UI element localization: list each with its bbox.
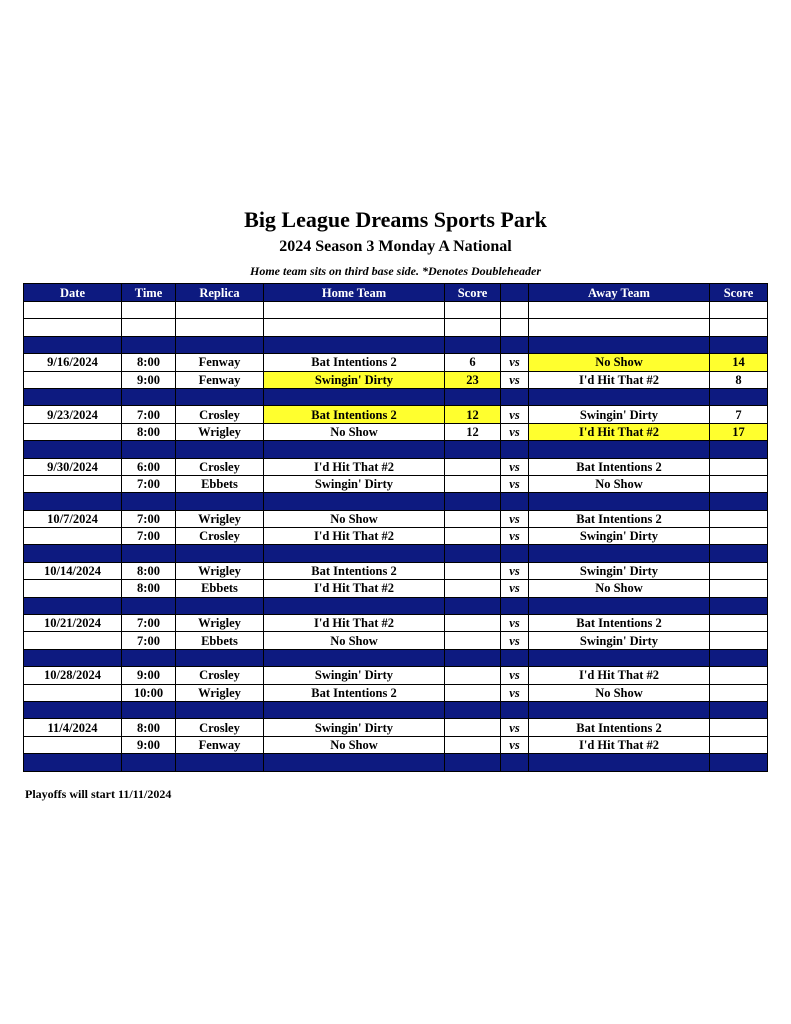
away-team: I'd Hit That #2	[529, 423, 710, 440]
vs-label: vs	[501, 632, 529, 649]
game-row	[24, 458, 768, 475]
game-row	[24, 684, 768, 701]
away-score: 7	[710, 406, 768, 423]
away-score	[710, 667, 768, 684]
game-replica: Wrigley	[176, 684, 264, 701]
home-score	[445, 736, 501, 753]
home-score	[445, 528, 501, 545]
away-team: I'd Hit That #2	[529, 371, 710, 388]
away-score: 17	[710, 423, 768, 440]
game-row	[24, 667, 768, 684]
game-replica: Ebbets	[176, 580, 264, 597]
home-team: I'd Hit That #2	[264, 528, 445, 545]
column-header-time: Time	[122, 284, 176, 302]
away-team: No Show	[529, 684, 710, 701]
away-score: 8	[710, 371, 768, 388]
game-date: 10/28/2024	[24, 667, 122, 684]
game-date	[24, 423, 122, 440]
home-score: 23	[445, 371, 501, 388]
game-date: 11/4/2024	[24, 719, 122, 736]
home-score	[445, 580, 501, 597]
game-time: 6:00	[122, 458, 176, 475]
game-row	[24, 423, 768, 440]
vs-label: vs	[501, 580, 529, 597]
vs-label: vs	[501, 475, 529, 492]
game-date: 9/16/2024	[24, 354, 122, 371]
away-team: No Show	[529, 475, 710, 492]
game-time: 9:00	[122, 736, 176, 753]
away-score	[710, 580, 768, 597]
game-replica: Wrigley	[176, 423, 264, 440]
week-separator	[24, 649, 768, 666]
home-team: No Show	[264, 736, 445, 753]
home-team: Swingin' Dirty	[264, 371, 445, 388]
away-team: Swingin' Dirty	[529, 406, 710, 423]
home-team: No Show	[264, 632, 445, 649]
schedule-header-row	[24, 284, 768, 302]
game-replica: Wrigley	[176, 562, 264, 579]
game-row	[24, 615, 768, 632]
game-time: 8:00	[122, 719, 176, 736]
game-row	[24, 354, 768, 371]
home-score	[445, 510, 501, 527]
away-score	[710, 475, 768, 492]
game-time: 7:00	[122, 510, 176, 527]
home-team: Swingin' Dirty	[264, 667, 445, 684]
away-team: Bat Intentions 2	[529, 719, 710, 736]
away-team: Swingin' Dirty	[529, 528, 710, 545]
game-row	[24, 371, 768, 388]
game-time: 8:00	[122, 562, 176, 579]
game-date	[24, 580, 122, 597]
home-score: 12	[445, 423, 501, 440]
page-title: Big League Dreams Sports Park	[244, 207, 547, 232]
game-row	[24, 562, 768, 579]
vs-label: vs	[501, 667, 529, 684]
home-score	[445, 562, 501, 579]
game-row	[24, 736, 768, 753]
game-time: 7:00	[122, 406, 176, 423]
home-score: 6	[445, 354, 501, 371]
game-row	[24, 580, 768, 597]
vs-label: vs	[501, 719, 529, 736]
away-score	[710, 719, 768, 736]
home-score	[445, 667, 501, 684]
week-separator	[24, 545, 768, 562]
game-time: 8:00	[122, 354, 176, 371]
game-time: 8:00	[122, 423, 176, 440]
home-team: Swingin' Dirty	[264, 719, 445, 736]
game-date	[24, 475, 122, 492]
home-team: No Show	[264, 423, 445, 440]
home-team: Bat Intentions 2	[264, 562, 445, 579]
week-separator	[24, 754, 768, 771]
home-score	[445, 632, 501, 649]
week-separator	[24, 388, 768, 405]
game-row	[24, 475, 768, 492]
home-team: No Show	[264, 510, 445, 527]
away-score	[710, 736, 768, 753]
away-score	[710, 632, 768, 649]
home-score	[445, 719, 501, 736]
vs-label: vs	[501, 528, 529, 545]
away-score	[710, 562, 768, 579]
away-team: I'd Hit That #2	[529, 736, 710, 753]
game-date	[24, 736, 122, 753]
home-score	[445, 458, 501, 475]
game-replica: Wrigley	[176, 510, 264, 527]
away-team: Bat Intentions 2	[529, 458, 710, 475]
game-row	[24, 406, 768, 423]
away-score: 14	[710, 354, 768, 371]
week-separator	[24, 441, 768, 458]
blank-row	[24, 319, 768, 336]
away-team: Swingin' Dirty	[529, 632, 710, 649]
away-team: No Show	[529, 354, 710, 371]
schedule-table	[23, 283, 768, 772]
home-team: I'd Hit That #2	[264, 580, 445, 597]
week-separator	[24, 597, 768, 614]
game-time: 7:00	[122, 632, 176, 649]
game-time: 9:00	[122, 371, 176, 388]
home-score	[445, 684, 501, 701]
column-header-vs	[501, 284, 529, 302]
away-team: I'd Hit That #2	[529, 667, 710, 684]
game-replica: Crosley	[176, 528, 264, 545]
week-separator	[24, 336, 768, 353]
vs-label: vs	[501, 510, 529, 527]
week-separator	[24, 493, 768, 510]
game-time: 7:00	[122, 528, 176, 545]
blank-row	[24, 302, 768, 319]
away-score	[710, 615, 768, 632]
page-subtitle: 2024 Season 3 Monday A National	[279, 238, 512, 255]
home-team: Swingin' Dirty	[264, 475, 445, 492]
game-replica: Crosley	[176, 458, 264, 475]
vs-label: vs	[501, 371, 529, 388]
game-replica: Crosley	[176, 719, 264, 736]
vs-label: vs	[501, 615, 529, 632]
game-time: 7:00	[122, 615, 176, 632]
game-row	[24, 510, 768, 527]
away-score	[710, 510, 768, 527]
away-team: No Show	[529, 580, 710, 597]
column-header-away-team: Away Team	[529, 284, 710, 302]
home-team: Bat Intentions 2	[264, 406, 445, 423]
column-header-away-score: Score	[710, 284, 768, 302]
game-date: 10/14/2024	[24, 562, 122, 579]
game-date	[24, 528, 122, 545]
vs-label: vs	[501, 684, 529, 701]
game-replica: Fenway	[176, 736, 264, 753]
home-team: I'd Hit That #2	[264, 615, 445, 632]
doubleheader-note: Home team sits on third base side. *Denotes Doubleheader	[250, 264, 541, 278]
away-team: Bat Intentions 2	[529, 510, 710, 527]
column-header-home-team: Home Team	[264, 284, 445, 302]
game-replica: Crosley	[176, 667, 264, 684]
game-replica: Ebbets	[176, 475, 264, 492]
vs-label: vs	[501, 736, 529, 753]
game-row	[24, 632, 768, 649]
vs-label: vs	[501, 354, 529, 371]
game-date	[24, 684, 122, 701]
home-team: Bat Intentions 2	[264, 684, 445, 701]
game-date: 9/30/2024	[24, 458, 122, 475]
game-date: 10/7/2024	[24, 510, 122, 527]
game-replica: Crosley	[176, 406, 264, 423]
away-team: Swingin' Dirty	[529, 562, 710, 579]
column-header-date: Date	[24, 284, 122, 302]
home-team: I'd Hit That #2	[264, 458, 445, 475]
home-score	[445, 475, 501, 492]
game-date: 9/23/2024	[24, 406, 122, 423]
game-date	[24, 632, 122, 649]
game-time: 7:00	[122, 475, 176, 492]
game-time: 10:00	[122, 684, 176, 701]
game-time: 9:00	[122, 667, 176, 684]
away-score	[710, 458, 768, 475]
game-replica: Fenway	[176, 371, 264, 388]
vs-label: vs	[501, 406, 529, 423]
game-time: 8:00	[122, 580, 176, 597]
home-score: 12	[445, 406, 501, 423]
vs-label: vs	[501, 423, 529, 440]
week-separator	[24, 701, 768, 718]
game-replica: Wrigley	[176, 615, 264, 632]
vs-label: vs	[501, 562, 529, 579]
column-header-replica: Replica	[176, 284, 264, 302]
column-header-home-score: Score	[445, 284, 501, 302]
game-row	[24, 528, 768, 545]
game-row	[24, 719, 768, 736]
vs-label: vs	[501, 458, 529, 475]
game-replica: Ebbets	[176, 632, 264, 649]
home-score	[445, 615, 501, 632]
away-score	[710, 684, 768, 701]
game-date	[24, 371, 122, 388]
game-replica: Fenway	[176, 354, 264, 371]
home-team: Bat Intentions 2	[264, 354, 445, 371]
schedule-body	[24, 302, 768, 772]
playoffs-note: Playoffs will start 11/11/2024	[25, 787, 172, 801]
game-date: 10/21/2024	[24, 615, 122, 632]
away-team: Bat Intentions 2	[529, 615, 710, 632]
away-score	[710, 528, 768, 545]
